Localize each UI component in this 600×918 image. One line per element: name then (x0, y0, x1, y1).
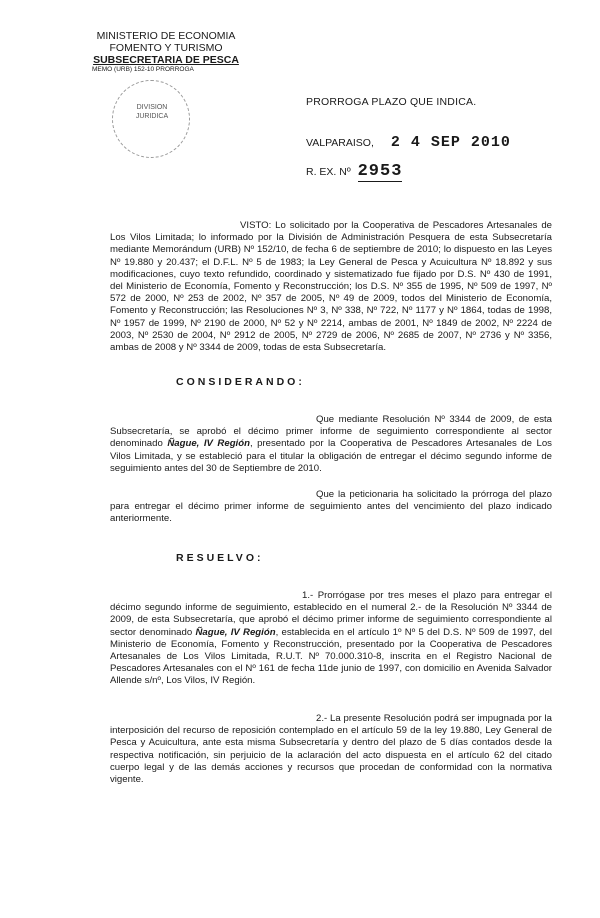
considerando-1-text-c: , presentado por la Cooperativa de Pescadores Artesanales de Los Vilos Limitada, y se estableció para el titular la obligación de entregar el décimo segundo informe de seguimiento antes del 30 de Septiembre de 2010. (110, 438, 552, 474)
subsecretaria-label: SUBSECRETARIA DE PESCA (93, 54, 239, 66)
visto-paragraph: VISTO: Lo solicitado por la Cooperativa de Pescadores Artesanales de Los Vilos Limitada; lo informado por la División de Administración Pesquera de esta Subsecretaría mediante Memorándum (URB) Nº 152/10, de fecha 6 de septiembre de 2010; lo dispuesto en las Leyes Nº 19.880 y 20.437; el D.F.L. Nº 5 de 1983; la Ley General de Pesca y Acuicultura Nº 18.892 y sus modificaciones, cuyo texto refundido, coordinado y sistematizado fue fijado por D.S. Nº 430 de 1991, del Ministerio de Economía, Fomento y Reconstrucción; los D.S. Nº 355 de 1995, Nº 509 de 1997, Nº 572 de 2000, Nº 253 de 2002, Nº 357 de 2005, Nº 49 de 2009, todos del Ministerio de Economía, Fomento y Reconstrucción; las Resoluciones Nº 3, Nº 338, Nº 722, Nº 1177 y Nº 1864, todas de 1998, Nº 1957 de 1999, Nº 2190 de 2000, Nº 52 y Nº 2214, ambas de 2001, Nº 1849 de 2002, Nº 2224 de 2003, Nº 2530 de 2004, Nº 2912 de 2005, Nº 2729 de 2006, Nº 2685 de 2007, Nº 2736 y Nº 3356, ambas de 2008 y Nº 3344 de 2009, todas de esta Subsecretaría. (110, 220, 552, 354)
date-stamp: 2 4 SEP 2010 (390, 134, 511, 151)
considerando-1-sector: Ñague, IV Región (167, 438, 250, 450)
stamp-line-1: DIVISION (136, 104, 168, 111)
resolution-subject: PRORROGA PLAZO QUE INDICA. (306, 96, 477, 108)
city-label: VALPARAISO, (306, 137, 374, 149)
stamp-line-2: JURIDICA (135, 113, 169, 120)
considerando-paragraph-2: Que la peticionaria ha solicitado la prórroga del plazo para entregar el décimo primer informe de seguimiento antes del vencimiento del plazo indicado anteriormente. (110, 489, 552, 525)
memo-reference: MEMO (URB) 152-10 PRORROGA (92, 66, 194, 73)
place-date-line (306, 134, 511, 151)
ministry-header (86, 30, 246, 74)
ministry-line-1: MINISTERIO DE ECONOMIA (96, 30, 236, 42)
resuelvo-1-sector: Ñague, IV Región (195, 626, 276, 638)
division-juridica-stamp (112, 80, 190, 158)
resuelvo-paragraph-1 (110, 590, 552, 688)
resuelvo-paragraph-2: 2.- La presente Resolución podrá ser impugnada por la interposición del recurso de reposición contemplado en el artículo 59 de la ley 19.880, Ley General de Pesca y Acuicultura, ante esta misma Subsecretaría y dentro del plazo de 5 días contados desde la respectiva notificación, sin perjuicio de la aclaración del acto dispuesta en el artículo 62 del citado cuerpo legal y de las demás acciones y recursos que procedan de conformidad con la normativa vigente. (110, 713, 552, 786)
ministry-line-2: FOMENTO Y TURISMO (109, 42, 223, 54)
considerando-paragraph-1 (110, 414, 552, 475)
resuelvo-heading: RESUELVO: (176, 552, 264, 564)
considerando-heading: CONSIDERANDO: (176, 376, 305, 388)
resuelvo-1-text-c: , establecida en el artículo 1º Nº 5 del D.S. Nº 509 de 1997, del Ministerio de Economía, Fomento y Reconstrucción, presentado por la Cooperativa de Pescadores Artesanales de Los Vilos Limitada, R.U.T. Nº 70.000.310-8, inscrita en el Registro Nacional de Pescadores Artesanales con el Nº 161 de fecha 11de junio de 1997, con domicilio en Avenida Salvador Allende s/nº, Los Vilos, IV Región. (110, 626, 553, 687)
rex-number: 2953 (357, 162, 403, 181)
considerando-1-text-a: Que mediante Resolución Nº 3344 de 2009, de esta Subsecretaría, se aprobó el décimo primer informe de seguimiento correspondiente al sector denominado (110, 414, 552, 450)
resolution-number-line (306, 162, 402, 181)
rex-label: R. EX. Nº (306, 166, 351, 178)
resuelvo-1-text-a: 1.- Prorrógase por tres meses el plazo para entregar el décimo segundo informe de seguimiento, establecido en el numeral 2.- de la Resolución Nº 3344 de 2009, de esta Subsecretaría, que aprobó el décimo primer informe de seguimiento correspondiente al sector denominado (110, 590, 552, 638)
